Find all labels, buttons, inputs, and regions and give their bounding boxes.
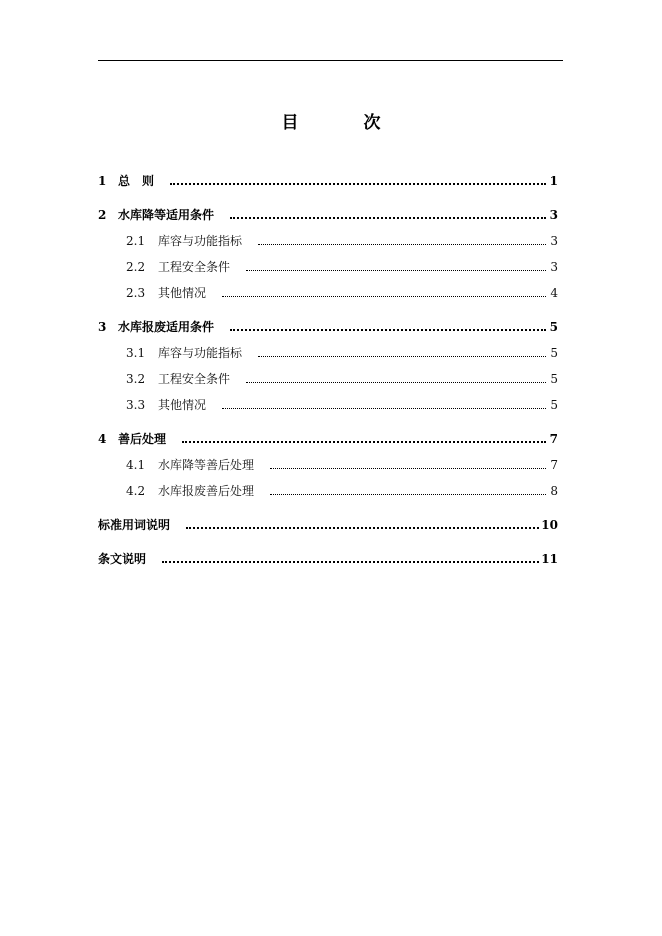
toc-label: 水库降等适用条件 <box>118 208 215 222</box>
toc-page-number: 3 <box>549 208 558 222</box>
dot-leader <box>230 329 546 331</box>
toc-entry-standard-terms[interactable] <box>98 516 558 542</box>
dot-leader <box>270 494 546 495</box>
toc-page-number: 1 <box>549 174 558 188</box>
dot-leader <box>246 270 546 271</box>
toc-label: 其他情况 <box>158 398 207 412</box>
toc-entry-4[interactable] <box>98 430 558 456</box>
dot-leader <box>170 183 546 185</box>
toc-page-number: 7 <box>549 432 558 446</box>
toc-page-number: 3 <box>550 234 558 248</box>
dot-leader <box>186 527 539 529</box>
toc-entry-3-1[interactable] <box>98 344 558 370</box>
toc-label: 总 则 <box>118 174 155 188</box>
dot-leader <box>246 382 546 383</box>
toc-number: 3 <box>98 320 107 334</box>
toc-page-number: 5 <box>549 320 558 334</box>
toc-entry-explanation[interactable] <box>98 550 558 576</box>
toc-number: 4 <box>98 432 107 446</box>
toc-entry-1[interactable] <box>98 172 558 198</box>
toc-number: 1 <box>98 174 107 188</box>
toc-label: 其他情况 <box>158 286 207 300</box>
toc-number: 3.1 <box>126 346 146 360</box>
toc-page-number: 5 <box>550 372 558 386</box>
toc-number: 2 <box>98 208 107 222</box>
toc-page-number: 3 <box>550 260 558 274</box>
dot-leader <box>270 468 546 469</box>
toc-label: 工程安全条件 <box>158 260 231 274</box>
toc-label: 善后处理 <box>118 432 167 446</box>
toc-label: 库容与功能指标 <box>158 234 243 248</box>
toc-page-number: 7 <box>550 458 558 472</box>
dot-leader <box>182 441 546 443</box>
toc-entry-3[interactable] <box>98 318 558 344</box>
toc-number: 3.3 <box>126 398 146 412</box>
dot-leader <box>258 356 546 357</box>
dot-leader <box>222 296 546 297</box>
toc-number: 4.1 <box>126 458 146 472</box>
toc-number: 2.1 <box>126 234 146 248</box>
toc-number: 3.2 <box>126 372 146 386</box>
dot-leader <box>258 244 546 245</box>
toc-number: 2.2 <box>126 260 146 274</box>
toc-page-number: 5 <box>550 398 558 412</box>
table-of-contents <box>98 172 558 576</box>
toc-entry-4-1[interactable] <box>98 456 558 482</box>
toc-entry-4-2[interactable] <box>98 482 558 508</box>
toc-entry-3-3[interactable] <box>98 396 558 422</box>
toc-label: 水库报废善后处理 <box>158 484 255 498</box>
toc-entry-2-2[interactable] <box>98 258 558 284</box>
toc-label: 工程安全条件 <box>158 372 231 386</box>
toc-label: 水库报废适用条件 <box>118 320 215 334</box>
toc-number: 4.2 <box>126 484 146 498</box>
header-rule <box>98 60 563 61</box>
dot-leader <box>230 217 546 219</box>
dot-leader <box>162 561 539 563</box>
toc-entry-2-1[interactable] <box>98 232 558 258</box>
toc-page-number: 4 <box>550 286 558 300</box>
toc-entry-2[interactable] <box>98 206 558 232</box>
toc-page-number: 10 <box>541 518 558 532</box>
toc-label: 水库降等善后处理 <box>158 458 255 472</box>
toc-entry-3-2[interactable] <box>98 370 558 396</box>
toc-page-number: 11 <box>541 552 558 566</box>
toc-label: 条文说明 <box>98 552 147 566</box>
toc-page-number: 5 <box>550 346 558 360</box>
page-title: 目 次 <box>281 113 405 133</box>
toc-entry-2-3[interactable] <box>98 284 558 310</box>
toc-label: 库容与功能指标 <box>158 346 243 360</box>
toc-label: 标准用词说明 <box>98 518 171 532</box>
dot-leader <box>222 408 546 409</box>
toc-number: 2.3 <box>126 286 146 300</box>
toc-page-number: 8 <box>550 484 558 498</box>
